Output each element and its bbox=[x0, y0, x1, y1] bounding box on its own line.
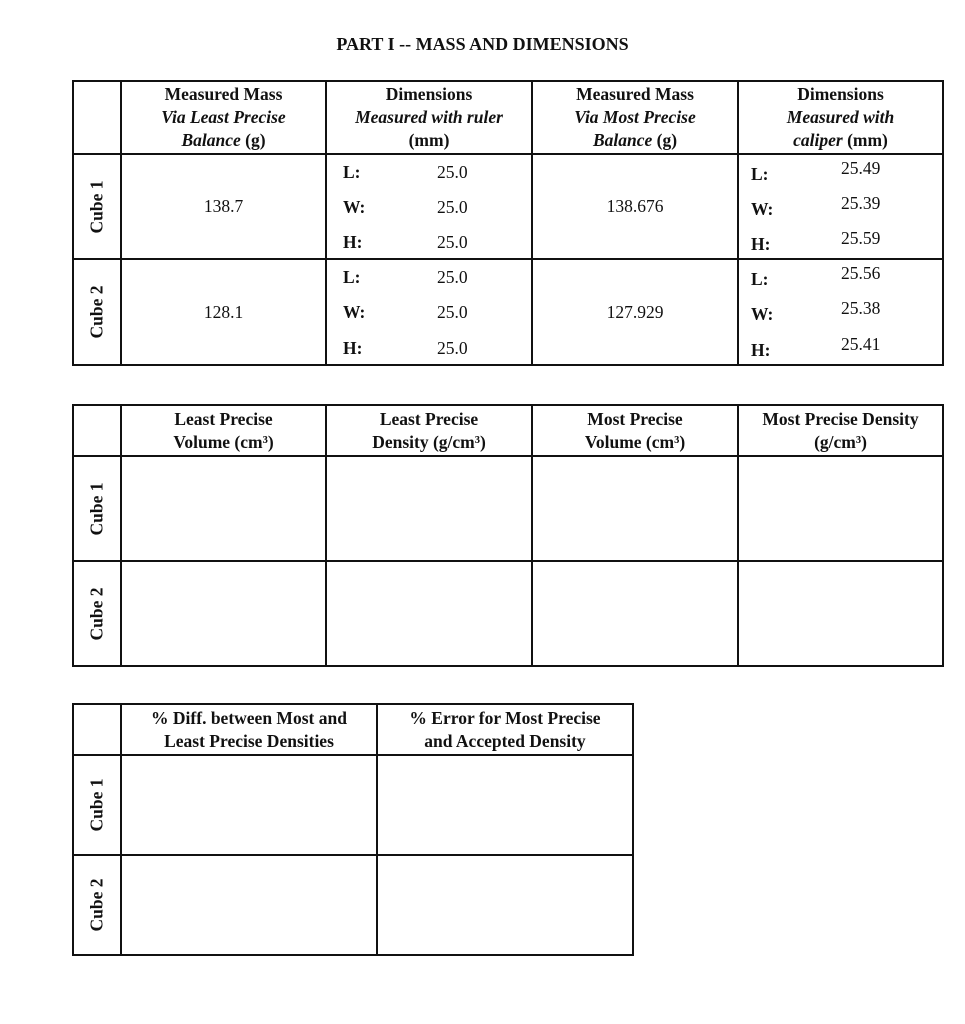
least-precise-mass-value: 128.1 bbox=[121, 259, 326, 365]
corner-cell bbox=[73, 704, 121, 755]
table-row bbox=[73, 561, 943, 666]
most-precise-density-cell[interactable] bbox=[738, 561, 943, 666]
header-percent-error: % Error for Most Precise and Accepted Density bbox=[377, 704, 633, 755]
corner-cell bbox=[73, 81, 121, 154]
row-label-cell: Cube 2 bbox=[73, 855, 121, 955]
ruler-dimensions-cell: L: 25.0 W: 25.0 H: 25.0 bbox=[326, 259, 532, 365]
least-precise-mass-value: 138.7 bbox=[121, 154, 326, 259]
table-row bbox=[73, 456, 943, 561]
row-label-cell: Cube 1 bbox=[73, 755, 121, 855]
most-precise-mass-value: 127.929 bbox=[532, 259, 738, 365]
header-caliper-dimensions: Dimensions Measured with caliper (mm) bbox=[738, 81, 943, 154]
percent-error-table bbox=[72, 703, 634, 956]
most-precise-volume-cell[interactable] bbox=[532, 561, 738, 666]
header-ruler-dimensions: Dimensions Measured with ruler (mm) bbox=[326, 81, 532, 154]
header-least-precise-density: Least Precise Density (g/cm³) bbox=[326, 405, 532, 456]
page-title: PART I -- MASS AND DIMENSIONS bbox=[336, 34, 629, 54]
ruler-dimensions-cell: L: 25.0 W: 25.0 H: 25.0 bbox=[326, 154, 532, 259]
table-row bbox=[73, 855, 633, 955]
header-least-precise-volume: Least Precise Volume (cm³) bbox=[121, 405, 326, 456]
least-precise-volume-cell[interactable] bbox=[121, 561, 326, 666]
row-label-cell: Cube 2 bbox=[73, 561, 121, 666]
mass-dimensions-table bbox=[72, 80, 944, 366]
row-label-cell: Cube 2 bbox=[73, 259, 121, 365]
percent-difference-cell[interactable] bbox=[121, 755, 377, 855]
row-label-cell: Cube 1 bbox=[73, 456, 121, 561]
header-least-precise-mass: Measured Mass Via Least Precise Balance (g) bbox=[121, 81, 326, 154]
most-precise-volume-cell[interactable] bbox=[532, 456, 738, 561]
percent-difference-cell[interactable] bbox=[121, 855, 377, 955]
most-precise-density-cell[interactable] bbox=[738, 456, 943, 561]
most-precise-mass-value: 138.676 bbox=[532, 154, 738, 259]
percent-error-cell[interactable] bbox=[377, 855, 633, 955]
percent-error-cell[interactable] bbox=[377, 755, 633, 855]
caliper-dimensions-cell: L: 25.49 W: 25.39 H: 25.59 bbox=[738, 154, 943, 259]
least-precise-volume-cell[interactable] bbox=[121, 456, 326, 561]
row-label-cell: Cube 1 bbox=[73, 154, 121, 259]
header-most-precise-density: Most Precise Density (g/cm³) bbox=[738, 405, 943, 456]
table-row bbox=[73, 755, 633, 855]
table-row bbox=[73, 259, 943, 365]
least-precise-density-cell[interactable] bbox=[326, 561, 532, 666]
least-precise-density-cell[interactable] bbox=[326, 456, 532, 561]
header-percent-difference: % Diff. between Most and Least Precise Densities bbox=[121, 704, 377, 755]
header-most-precise-volume: Most Precise Volume (cm³) bbox=[532, 405, 738, 456]
table-row bbox=[73, 154, 943, 259]
header-most-precise-mass: Measured Mass Via Most Precise Balance (g) bbox=[532, 81, 738, 154]
caliper-dimensions-cell: L: 25.56 W: 25.38 H: 25.41 bbox=[738, 259, 943, 365]
corner-cell bbox=[73, 405, 121, 456]
volume-density-table bbox=[72, 404, 944, 667]
